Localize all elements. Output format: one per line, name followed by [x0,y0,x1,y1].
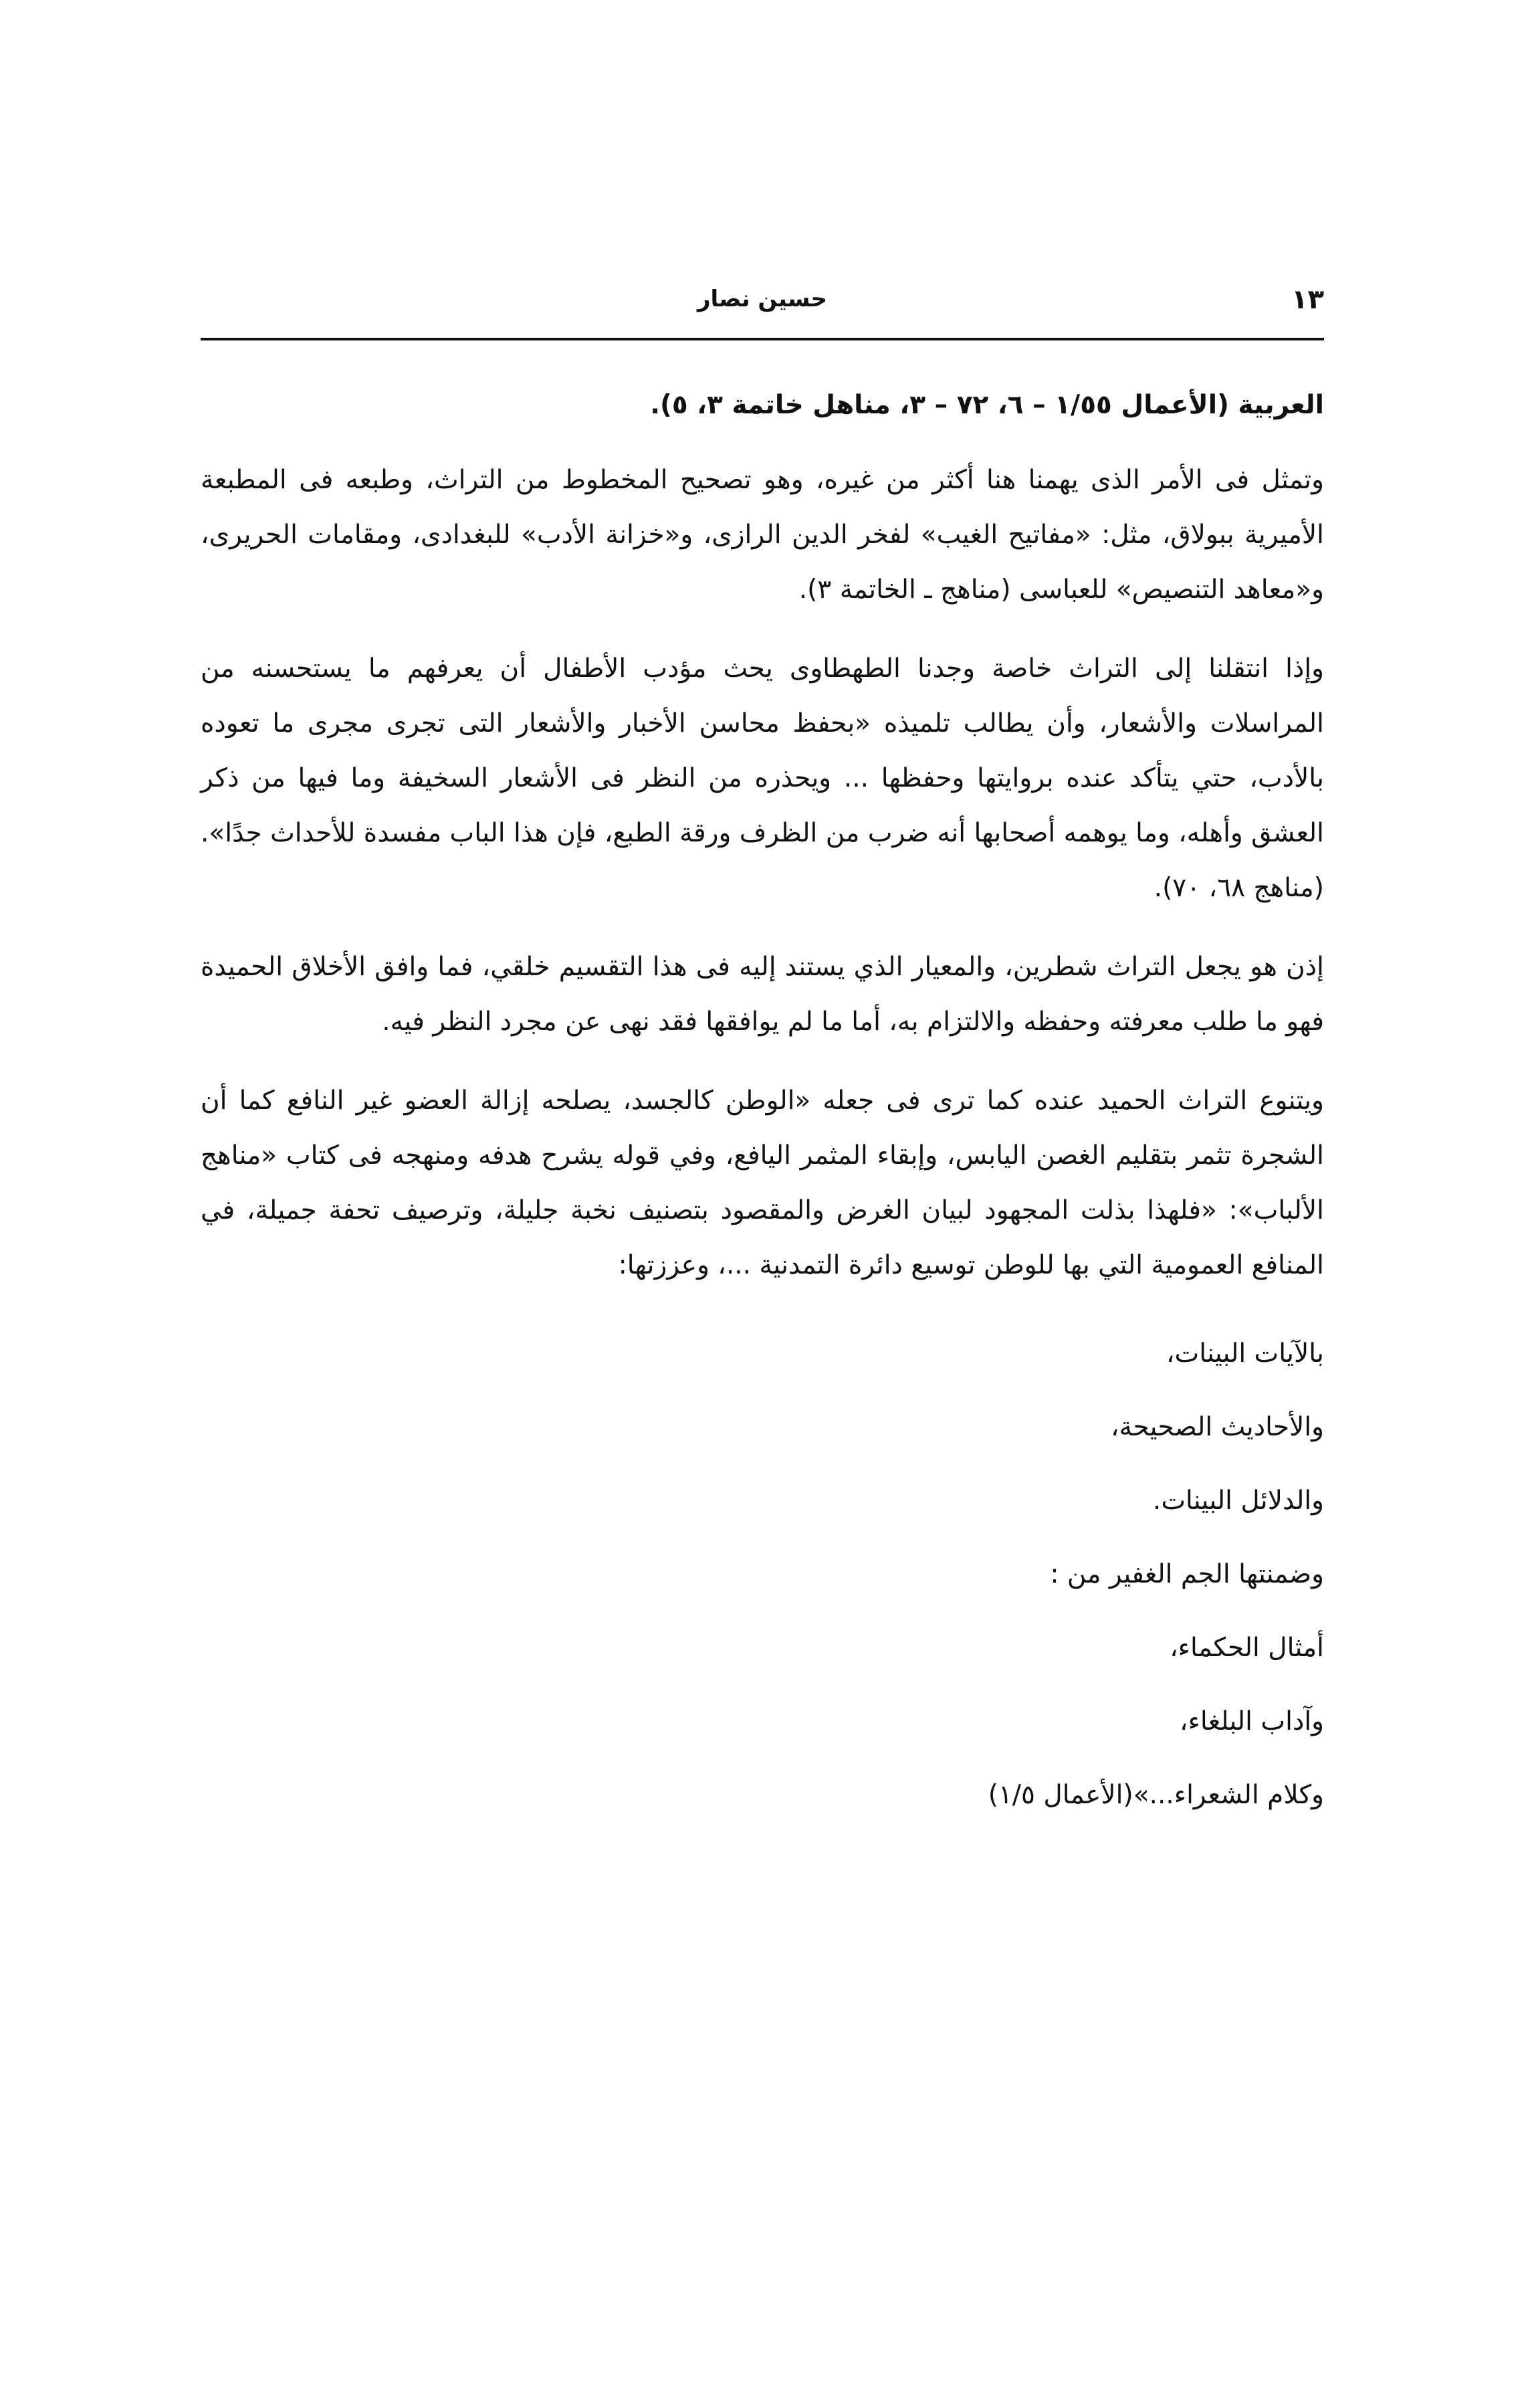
paragraph: ويتنوع التراث الحميد عنده كما ترى فى جعله «الوطن كالجسد، يصلحه إزالة العضو غير النافع كما أن الشجرة تثمر بتقليم الغصن اليابس، وإبقاء المثمر اليافع، وفي قوله يشرح هدفه ومنهجه فى كتاب «مناهج الألباب»: «فلهذا بذلت المجهود لبيان الغرض والمقصود بتصنيف نخبة جليلة، وترصيف تحفة جميلة، في المنافع العمومية التي بها للوطن توسيع دائرة التمدنية ...، وعززتها: [201,1086,1324,1280]
list-item: والأحاديث الصحيحة، [1111,1412,1324,1442]
running-title: حسين نصار [697,286,828,312]
paragraph: العربية (الأعمال ١/٥٥ – ٦، ٧٢ – ٣، مناهل خاتمة ٣، ٥). [650,390,1324,420]
list-item: بالآيات البينات، [1166,1338,1324,1369]
list-item: وضمنتها الجم الغفير من : [1050,1559,1324,1589]
paragraph: وإذا انتقلنا إلى التراث خاصة وجدنا الطهطاوى يحث مؤدب الأطفال أن يعرفهم ما يستحسنه من المراسلات والأشعار، وأن يطالب تلميذه «بحفظ محاسن الأخبار والأشعار التى تجرى مجرى ما تعوده بالأدب، حتي يتأكد عنده بروايتها وحفظها ... ويحذره من النظر فى الأشعار السخيفة وما فيها من ذكر العشق وأهله، وما يوهمه أصحابها أنه ضرب من الظرف ورقة الطبع، فإن هذا الباب مفسدة للأحداث جدًا». (مناهج ٦٨، ٧٠). [201,654,1324,903]
list-item: والدلائل البينات. [1152,1486,1324,1516]
page-number: ١٣ [1291,284,1324,315]
header-rule [201,338,1324,340]
list-item: أمثال الحكماء، [1170,1633,1324,1663]
list-item: وآداب البلغاء، [1179,1706,1324,1736]
page-header [201,284,1324,324]
list-item: وكلام الشعراء...»(الأعمال ١/٥) [988,1780,1324,1810]
quoted-list [201,1317,1324,1832]
page-body [201,378,1324,1832]
paragraph: إذن هو يجعل التراث شطرين، والمعيار الذي يستند إليه فى هذا التقسيم خلقي، فما وافق الأخلاق الحميدة فهو ما طلب معرفته وحفظه والالتزام به، أما ما لم يوافقها فقد نهى عن مجرد النظر فيه. [201,952,1324,1037]
paragraph: وتمثل فى الأمر الذى يهمنا هنا أكثر من غيره، وهو تصحيح المخطوط من التراث، وطبعه فى المطبعة الأميرية ببولاق، مثل: «مفاتيح الغيب» لفخر الدين الرازى، و«خزانة الأدب» للبغدادى، ومقامات الحريرى، و«معاهد التنصيص» للعباسى (مناهج ـ الخاتمة ٣). [201,465,1324,605]
